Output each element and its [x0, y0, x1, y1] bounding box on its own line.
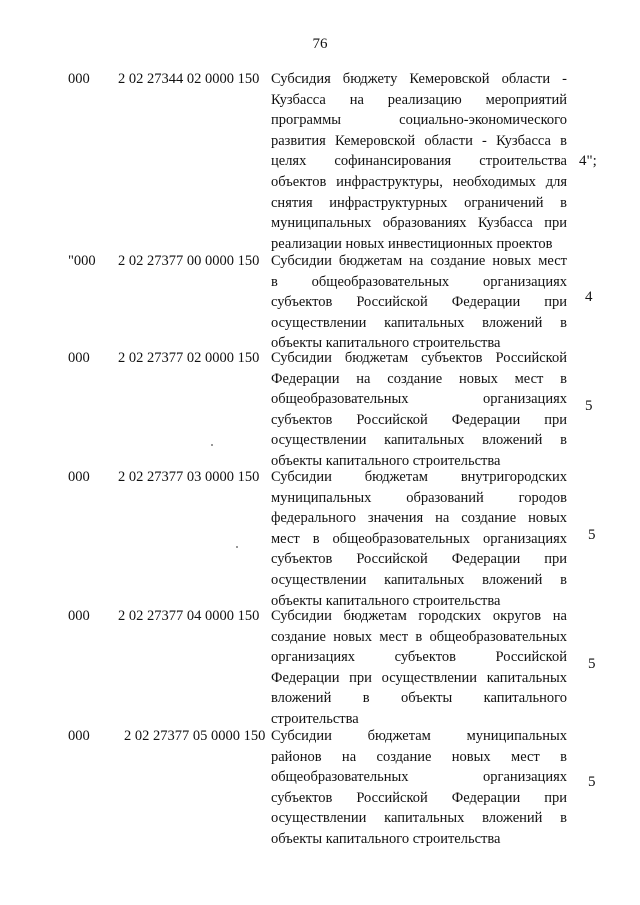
description-line: осуществлении капитальных вложений в	[271, 810, 567, 827]
description-line: вложений в объекты капитального	[271, 690, 567, 707]
description-line: муниципальных образований городов	[271, 489, 567, 506]
description-line: муниципальных образованиях Кузбасса при	[271, 215, 567, 232]
description-line: Субсидии бюджетам городских округов на	[271, 608, 567, 624]
description-line: объектов инфраструктуры, необходимых для	[271, 173, 567, 190]
description-line: Федерации при осуществлении капитальных	[271, 669, 567, 686]
description-line: строительства	[271, 710, 359, 727]
description-line: объекты капитального строительства	[271, 452, 501, 469]
description-line: Федерации на создание новых мест в	[271, 370, 567, 387]
row-description	[271, 606, 567, 730]
description-line: организациях субъектов Российской	[271, 649, 567, 666]
table-row	[0, 606, 640, 731]
row-amount: 5	[588, 774, 596, 790]
description-line: мест в общеобразовательных организациях	[271, 530, 567, 547]
row-amount: 5	[585, 398, 593, 414]
description-line: субъектов Российской Федерации при	[271, 294, 567, 311]
scan-speck	[211, 444, 213, 446]
row-amount: 4";	[579, 153, 597, 169]
scan-speck	[236, 546, 238, 548]
row-amount: 4	[585, 289, 593, 305]
description-line: осуществлении капитальных вложений в	[271, 571, 567, 588]
description-line: районов на создание новых мест в	[271, 748, 567, 765]
description-line: Кузбасса на реализацию мероприятий	[271, 91, 567, 108]
budget-classification-code: 2 02 27377 03 0000 150	[118, 469, 260, 485]
row-description	[271, 69, 567, 254]
budget-classification-code: 2 02 27377 05 0000 150	[124, 728, 266, 744]
budget-classification-code: 2 02 27377 04 0000 150	[118, 608, 260, 624]
description-line: развития Кемеровской области - Кузбасса в	[271, 132, 567, 149]
row-code: 000	[68, 71, 90, 87]
row-description	[271, 467, 567, 611]
description-line: реализации новых инвестиционных проектов	[271, 235, 553, 252]
budget-classification-code: 2 02 27377 00 0000 150	[118, 253, 260, 269]
row-amount: 5	[588, 656, 596, 672]
description-line: субъектов Российской Федерации при	[271, 551, 567, 568]
description-line: в общеобразовательных организациях	[271, 273, 567, 290]
budget-classification-code: 2 02 27377 02 0000 150	[118, 350, 260, 366]
description-line: осуществлении капитальных вложений в	[271, 314, 567, 331]
table-row	[0, 69, 640, 259]
row-code: 000	[68, 728, 90, 744]
description-line: федерального значения на создание новых	[271, 510, 567, 527]
description-line: Субсидии бюджетам субъектов Российской	[271, 350, 567, 366]
description-line: общеобразовательных организациях	[271, 769, 567, 786]
table-row	[0, 726, 640, 851]
row-code: 000	[68, 608, 90, 624]
row-code: "000	[68, 253, 96, 269]
description-line: осуществлении капитальных вложений в	[271, 432, 567, 449]
row-description	[271, 251, 567, 354]
description-line: Субсидии бюджетам на создание новых мест	[271, 253, 567, 269]
table-row	[0, 348, 640, 473]
row-amount: 5	[588, 527, 596, 543]
row-description	[271, 726, 567, 850]
description-line: общеобразовательных организациях	[271, 391, 567, 408]
description-line: целях софинансирования строительства	[271, 153, 567, 170]
table-row	[0, 251, 640, 356]
description-line: субъектов Российской Федерации при	[271, 411, 567, 428]
description-line: создание новых мест в общеобразовательных	[271, 628, 567, 645]
description-line: субъектов Российской Федерации при	[271, 789, 567, 806]
row-code: 000	[68, 469, 90, 485]
description-line: снятия инфраструктурных ограничений в	[271, 194, 567, 211]
description-line: объекты капитального строительства	[271, 592, 501, 609]
description-line: программы социально-экономического	[271, 112, 567, 129]
description-line: объекты капитального строительства	[271, 335, 501, 352]
description-line: Субсидии бюджетам внутригородских	[271, 469, 567, 485]
description-line: Субсидия бюджету Кемеровской области -	[271, 71, 567, 87]
row-code: 000	[68, 350, 90, 366]
row-description	[271, 348, 567, 472]
table-row	[0, 467, 640, 612]
description-line: Субсидии бюджетам муниципальных	[271, 728, 567, 744]
page-number: 76	[312, 36, 328, 52]
budget-classification-code: 2 02 27344 02 0000 150	[118, 71, 260, 87]
description-line: объекты капитального строительства	[271, 830, 501, 847]
